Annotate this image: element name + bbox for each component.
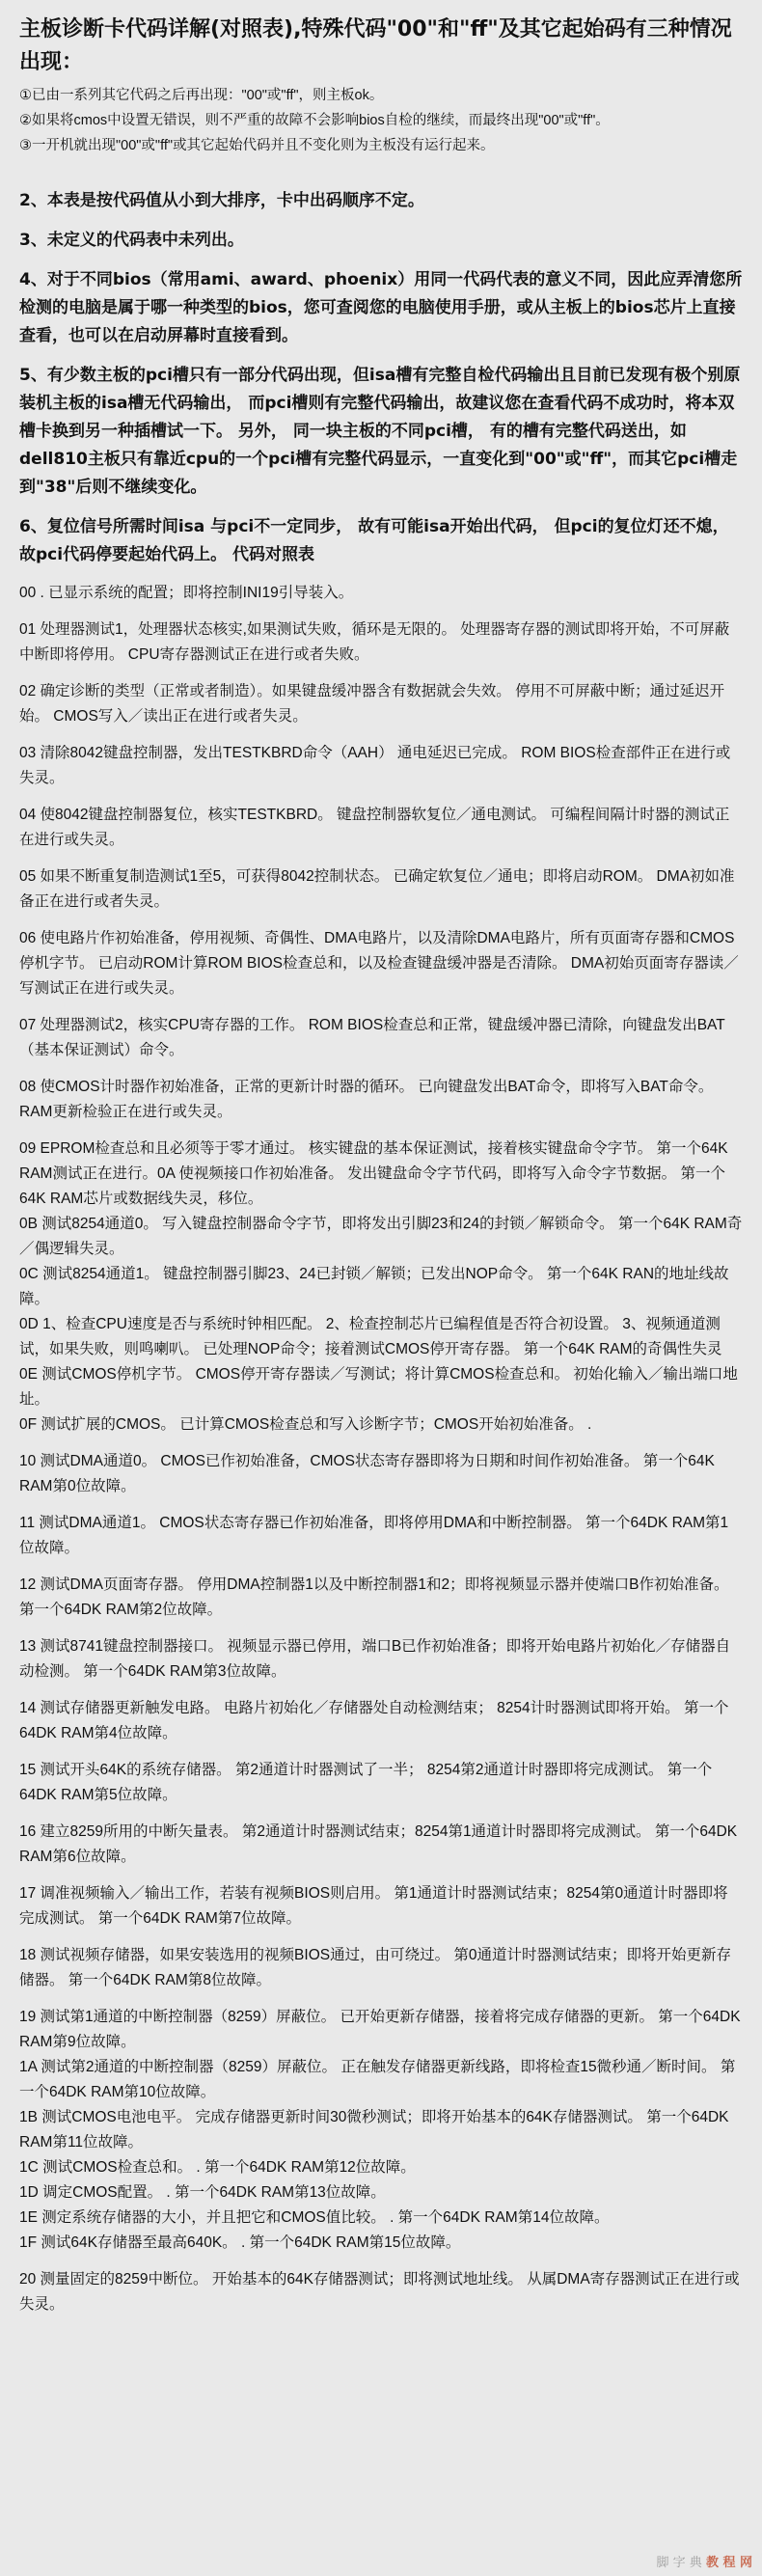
code-entry: 16 建立8259所用的中断矢量表。 第2通道计时器测试结束；8254第1通道计时器即将完成测试。 第一个64DK RAM第6位故障。 xyxy=(19,1823,738,1865)
code-entry: 1F 测试64K存储器至最高640K。 . 第一个64DK RAM第15位故障。 xyxy=(19,2234,461,2251)
spacer xyxy=(19,158,743,187)
code-entry: 1B 测试CMOS电池电平。 完成存储器更新时间30微秒测试；即将开始基本的64K存储器测试。 第一个64DK RAM第11位故障。 xyxy=(19,2109,729,2151)
code-entry: 03 清除8042键盘控制器，发出TESTKBRD命令（AAH） 通电延迟已完成。 ROM BIOS检查部件正在进行或失灵。 xyxy=(19,745,731,786)
note-item: 2、本表是按代码值从小到大排序，卡中出码顺序不定。 xyxy=(19,191,424,210)
code-entry: 12 测试DMA页面寄存器。 停用DMA控制器1以及中断控制器1和2；即将视频显示器并使端口B作初始准备。 第一个64DK RAM第2位故障。 xyxy=(19,1576,729,1618)
note-item: 6、复位信号所需时间isa 与pci不一定同步， 故有可能isa开始出代码， 但pci的复位灯还不熄，故pci代码停要起始代码上。 代码对照表 xyxy=(19,517,729,564)
code-entry: 1A 测试第2通道的中断控制器（8259）屏蔽位。 正在触发存储器更新线路，即将检查15微秒通／断时间。 第一个64DK RAM第10位故障。 xyxy=(19,2059,736,2100)
code-table xyxy=(19,581,743,2317)
watermark-part1: 脚 字 典 xyxy=(656,2556,702,2570)
code-entry: 09 EPROM检查总和且必须等于零才通过。 核实键盘的基本保证测试，接着核实键盘命令字节。 第一个64K RAM测试正在进行。0A 使视频接口作初始准备。 发出键盘命令字节代码，即将写入命令字节数据。 第一个64K RAM芯片或数据线失灵，移位。 xyxy=(19,1140,728,1207)
code-entry: 0D 1、检查CPU速度是否与系统时钟相匹配。 2、检查控制芯片已编程值是否符合初设置。 3、视频通道测试，如果失败，则鸣喇叭。 已处理NOP命令；接着测试CMOS停开寄存器。 第一个64K RAM的奇偶性失灵 xyxy=(19,1316,722,1357)
code-entry: 14 测试存储器更新触发电路。 电路片初始化／存储器处自动检测结束； 8254计时器测试即将开始。 第一个64DK RAM第4位故障。 xyxy=(19,1700,729,1741)
note-item: 5、有少数主板的pci槽只有一部分代码出现，但isa槽有完整自检代码输出且目前已发现有极个别原装机主板的isa槽无代码输出， 而pci槽则有完整代码输出，故建议您在查看代码不成功时，将本双槽卡换到另一种插槽试一下。 另外， 同一块主板的不同pci槽， 有的槽有完整代码送出，如dell810主板只有靠近cpu的一个pci槽有完整代码显示，一直变化到"00"或"ff"，而其它pci槽走到"38"后则不继续变化。 xyxy=(19,366,741,497)
code-entry: 11 测试DMA通道1。 CMOS状态寄存器已作初始准备，即将停用DMA和中断控制器。 第一个64DK RAM第1位故障。 xyxy=(19,1515,729,1556)
note-item: 3、未定义的代码表中未列出。 xyxy=(19,231,244,250)
code-entry: 13 测试8741键盘控制器接口。 视频显示器已停用，端口B已作初始准备；即将开始电路片初始化／存储器自动检测。 第一个64DK RAM第3位故障。 xyxy=(19,1638,731,1680)
code-entry: 01 处理器测试1，处理器状态核实,如果测试失败，循环是无限的。 处理器寄存器的测试即将开始，不可屏蔽中断即将停用。 CPU寄存器测试正在进行或者失败。 xyxy=(19,621,730,663)
code-entry: 1E 测定系统存储器的大小，并且把它和CMOS值比较。 . 第一个64DK RAM第14位故障。 xyxy=(19,2209,610,2226)
code-entry: 05 如果不断重复制造测试1至5，可获得8042控制状态。 已确定软复位／通电；即将启动ROM。 DMA初如准备正在进行或者失灵。 xyxy=(19,868,735,910)
intro-item: ②如果将cmos中设置无错误，则不严重的故障不会影响bios自检的继续，而最终出现"00"或"ff"。 xyxy=(19,113,610,128)
code-entry: 18 测试视频存储器，如果安装选用的视频BIOS通过，由可绕过。 第0通道计时器测试结束；即将开始更新存储器。 第一个64DK RAM第8位故障。 xyxy=(19,1947,732,1988)
code-entry: 02 确定诊断的类型（正常或者制造）。如果键盘缓冲器含有数据就会失效。 停用不可屏蔽中断；通过延迟开始。 CMOS写入／读出正在进行或者失灵。 xyxy=(19,683,725,725)
code-entry: 0B 测试8254通道0。 写入键盘控制器命令字节，即将发出引脚23和24的封锁／解锁命令。 第一个64K RAM奇／偶逻辑失灵。 xyxy=(19,1216,743,1257)
note-item: 4、对于不同bios（常用ami、award、phoenix）用同一代码代表的意义不同，因此应弄清您所检测的电脑是属于哪一种类型的bios，您可查阅您的电脑使用手册，或从主板上的bios芯片上直接查看，也可以在启动屏幕时直接看到。 xyxy=(19,270,743,345)
intro-item: ③一开机就出现"00"或"ff"或其它起始代码并且不变化则为主板没有运行起来。 xyxy=(19,138,495,153)
code-entry: 19 测试第1通道的中断控制器（8259）屏蔽位。 已开始更新存储器，接着将完成存储器的更新。 第一个64DK RAM第9位故障。 xyxy=(19,2009,741,2050)
code-entry: 04 使8042键盘控制器复位，核实TESTKBRD。 键盘控制器软复位／通电测试。 可编程间隔计时器的测试正在进行或失灵。 xyxy=(19,807,730,848)
code-entry: 0F 测试扩展的CMOS。 已计算CMOS检查总和写入诊断字节；CMOS开始初始准备。 . xyxy=(19,1416,592,1433)
intro-list xyxy=(19,83,743,158)
intro-item: ①已由一系列其它代码之后再出现："00"或"ff"，则主板ok。 xyxy=(19,88,384,103)
code-entry: 06 使电路片作初始准备，停用视频、奇偶性、DMA电路片，以及清除DMA电路片，所有页面寄存器和CMOS停机字节。 已启动ROM计算ROM BIOS检查总和，以及检查键盘缓冲器是否清除。 DMA初始页面寄存器读／写测试正在进行或失灵。 xyxy=(19,930,739,997)
code-entry: 15 测试开头64K的系统存储器。 第2通道计时器测试了一半； 8254第2通道计时器即将完成测试。 第一个64DK RAM第5位故障。 xyxy=(19,1762,713,1803)
code-entry: 1D 调定CMOS配置。 . 第一个64DK RAM第13位故障。 xyxy=(19,2184,386,2201)
watermark-part2: 教 程 网 xyxy=(705,2556,752,2570)
article-title: 主板诊断卡代码详解(对照表),特殊代码"00"和"ff"及其它起始码有三种情况出现： xyxy=(19,17,732,74)
notes-list xyxy=(19,187,743,569)
code-entry: 20 测量固定的8259中断位。 开始基本的64K存储器测试；即将测试地址线。 从属DMA寄存器测试正在进行或失灵。 xyxy=(19,2271,740,2313)
code-entry: 00 . 已显示系统的配置；即将控制INI19引导装入。 xyxy=(19,585,354,601)
code-entry: 0E 测试CMOS停机字节。 CMOS停开寄存器读／写测试；将计算CMOS检查总和。 初始化输入／输出端口地址。 xyxy=(19,1366,738,1408)
code-entry: 08 使CMOS计时器作初始准备，正常的更新计时器的循环。 已向键盘发出BAT命令，即将写入BAT命令。 RAM更新检验正在进行或失灵。 xyxy=(19,1079,714,1120)
code-entry: 0C 测试8254通道1。 键盘控制器引脚23、24已封锁／解锁；已发出NOP命令。 第一个64K RAN的地址线故障。 xyxy=(19,1266,729,1307)
code-entry: 17 调准视频输入／输出工作，若装有视频BIOS则启用。 第1通道计时器测试结束；8254第0通道计时器即将完成测试。 第一个64DK RAM第7位故障。 xyxy=(19,1885,728,1927)
code-entry: 07 处理器测试2，核实CPU寄存器的工作。 ROM BIOS检查总和正常，键盘缓冲器已清除，向键盘发出BAT（基本保证测试）命令。 xyxy=(19,1017,725,1058)
site-watermark xyxy=(657,2552,752,2570)
code-entry: 10 测试DMA通道0。 CMOS已作初始准备，CMOS状态寄存器即将为日期和时间作初始准备。 第一个64K RAM第0位故障。 xyxy=(19,1453,715,1494)
code-entry: 1C 测试CMOS检查总和。 . 第一个64DK RAM第12位故障。 xyxy=(19,2159,416,2176)
